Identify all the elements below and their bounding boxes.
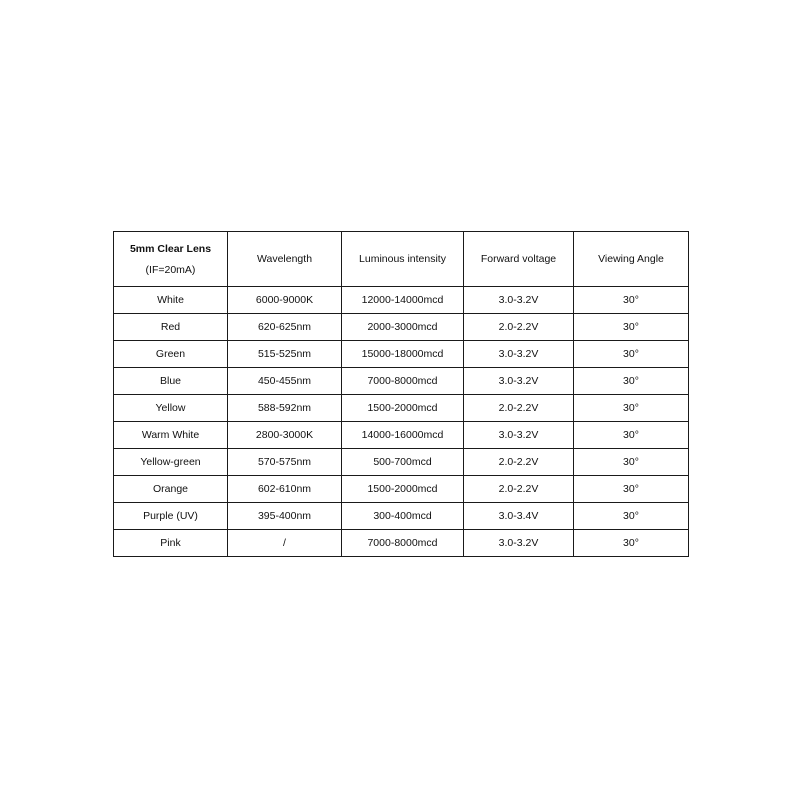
forward-voltage-cell: 3.0-3.2V [464,368,574,395]
wavelength-cell: 6000-9000K [228,287,342,314]
luminous-intensity-cell: 7000-8000mcd [342,368,464,395]
luminous-intensity-cell: 7000-8000mcd [342,530,464,557]
luminous-intensity-cell: 300-400mcd [342,503,464,530]
viewing-angle-cell: 30° [574,422,689,449]
color-cell: Pink [114,530,228,557]
viewing-angle-cell: 30° [574,314,689,341]
luminous-intensity-cell: 15000-18000mcd [342,341,464,368]
viewing-angle-cell: 30° [574,530,689,557]
forward-voltage-cell: 2.0-2.2V [464,314,574,341]
table-row [114,530,689,557]
viewing-angle-cell: 30° [574,476,689,503]
wavelength-cell: 395-400nm [228,503,342,530]
viewing-angle-cell: 30° [574,449,689,476]
color-cell: Red [114,314,228,341]
luminous-intensity-cell: 1500-2000mcd [342,476,464,503]
table-row [114,422,689,449]
forward-voltage-cell: 2.0-2.2V [464,476,574,503]
luminous-intensity-cell: 1500-2000mcd [342,395,464,422]
luminous-intensity-cell: 14000-16000mcd [342,422,464,449]
wavelength-cell: / [228,530,342,557]
table-row [114,314,689,341]
viewing-angle-cell: 30° [574,368,689,395]
wavelength-cell: 588-592nm [228,395,342,422]
viewing-angle-cell: 30° [574,503,689,530]
column-header-forward-voltage: Forward voltage [464,232,574,287]
wavelength-cell: 515-525nm [228,341,342,368]
table-row [114,476,689,503]
viewing-angle-cell: 30° [574,341,689,368]
header-corner-cell [114,232,228,287]
table-row [114,287,689,314]
luminous-intensity-cell: 2000-3000mcd [342,314,464,341]
wavelength-cell: 450-455nm [228,368,342,395]
table-title: 5mm Clear Lens [129,242,212,255]
column-header-luminous-intensity: Luminous intensity [342,232,464,287]
color-cell: Orange [114,476,228,503]
wavelength-cell: 602-610nm [228,476,342,503]
wavelength-cell: 2800-3000K [228,422,342,449]
forward-voltage-cell: 3.0-3.2V [464,287,574,314]
table-condition: (IF=20mA) [145,263,196,276]
forward-voltage-cell: 3.0-3.2V [464,422,574,449]
luminous-intensity-cell: 12000-14000mcd [342,287,464,314]
column-header-wavelength: Wavelength [228,232,342,287]
color-cell: Yellow [114,395,228,422]
color-cell: White [114,287,228,314]
color-cell: Green [114,341,228,368]
forward-voltage-cell: 3.0-3.4V [464,503,574,530]
viewing-angle-cell: 30° [574,287,689,314]
color-cell: Yellow-green [114,449,228,476]
table-body [114,287,689,557]
table-row [114,449,689,476]
forward-voltage-cell: 2.0-2.2V [464,395,574,422]
color-cell: Warm White [114,422,228,449]
column-header-viewing-angle: Viewing Angle [574,232,689,287]
table-header-row [114,232,689,287]
color-cell: Purple (UV) [114,503,228,530]
forward-voltage-cell: 2.0-2.2V [464,449,574,476]
table-row [114,503,689,530]
led-spec-table [113,231,689,557]
viewing-angle-cell: 30° [574,395,689,422]
forward-voltage-cell: 3.0-3.2V [464,530,574,557]
table-row [114,395,689,422]
table-row [114,368,689,395]
wavelength-cell: 620-625nm [228,314,342,341]
forward-voltage-cell: 3.0-3.2V [464,341,574,368]
color-cell: Blue [114,368,228,395]
luminous-intensity-cell: 500-700mcd [342,449,464,476]
wavelength-cell: 570-575nm [228,449,342,476]
table-row [114,341,689,368]
